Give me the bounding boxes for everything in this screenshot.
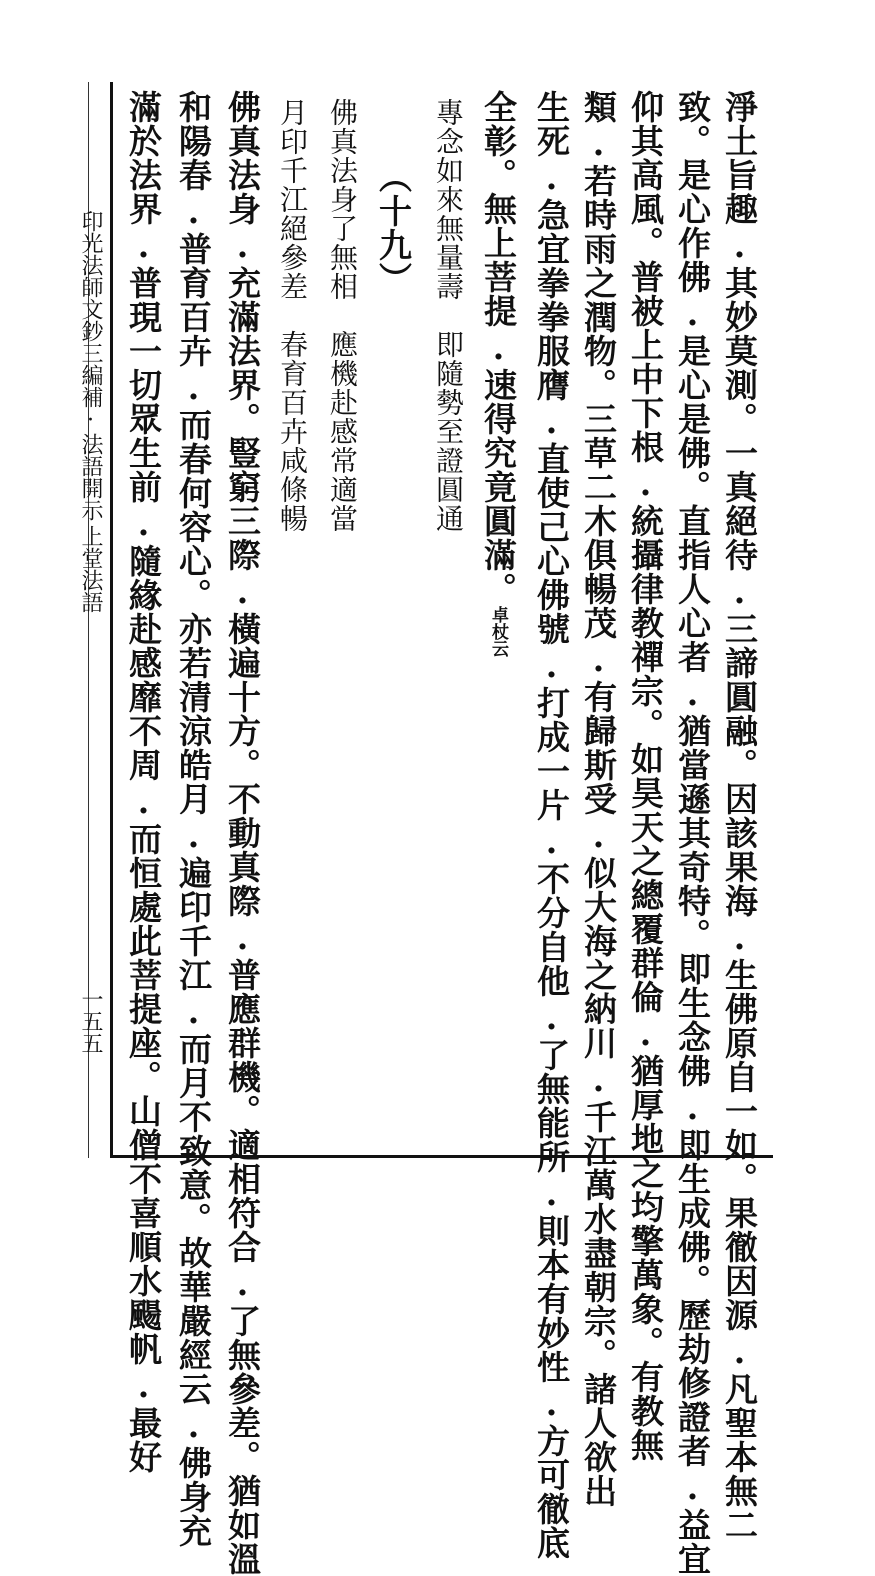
text-column-13: 和陽春.普育百卉.而春何容心。亦若清涼皓月.遍印千江.而月不致意。故華嚴經云.佛身充 <box>174 90 213 1548</box>
text-column-9: （十九） <box>374 160 413 296</box>
text-column-3: 仰其高風。普被上中下根.統攝律教禪宗。如昊天之總覆群倫.猶厚地之均擎萬象。有教無 <box>626 90 665 1462</box>
text-column-6 <box>479 90 518 657</box>
text-column-4: 類.若時雨之潤物。三草二木俱暢茂.有歸斯受.似大海之納川.千江萬水盡朝宗。諸人欲出 <box>579 90 618 1508</box>
text-column-11: 月印千江絕參差 春育百卉咸條暢 <box>276 98 309 533</box>
section-title: 上堂法語 <box>78 525 103 613</box>
text-column-6-note: 卓杖云 <box>488 606 508 657</box>
text-column-7: 專念如來無量壽 即隨勢至證圓通 <box>432 98 465 533</box>
text-column-5: 生死.急宜拳拳服膺.直使己心佛號.打成一片.不分自他.了無能所.則本有妙性.方可徹底 <box>532 90 571 1560</box>
text-column-6-main: 全彰。無上菩提.速得究竟圓滿。 <box>479 90 518 606</box>
text-column-10: 佛真法身了無相 應機赴感常適當 <box>326 98 359 533</box>
text-column-1: 淨土旨趣.其妙莫測。一真絕待.三諦圓融。因該果海.生佛原自一如。果徹因源.凡聖本無二 <box>720 90 759 1542</box>
book-title: 印光法師文鈔三編補·法語開示 <box>78 210 103 521</box>
page-number: 一五五 <box>78 988 103 1054</box>
text-column-12: 佛真法身.充滿法界。豎窮三際.橫遍十方。不動真際.普應群機。適相符合.了無參差。猶如溫 <box>223 90 262 1576</box>
text-column-2: 致。是心作佛.是心是佛。直指人心者.猶當遜其奇特。即生念佛.即生成佛。歷劫修證者.益宜 <box>673 90 712 1576</box>
text-column-14: 滿於法界.普現一切眾生前.隨緣赴感靡不周.而恒處此菩提座。山僧不喜順水颺帆.最好 <box>124 90 163 1474</box>
